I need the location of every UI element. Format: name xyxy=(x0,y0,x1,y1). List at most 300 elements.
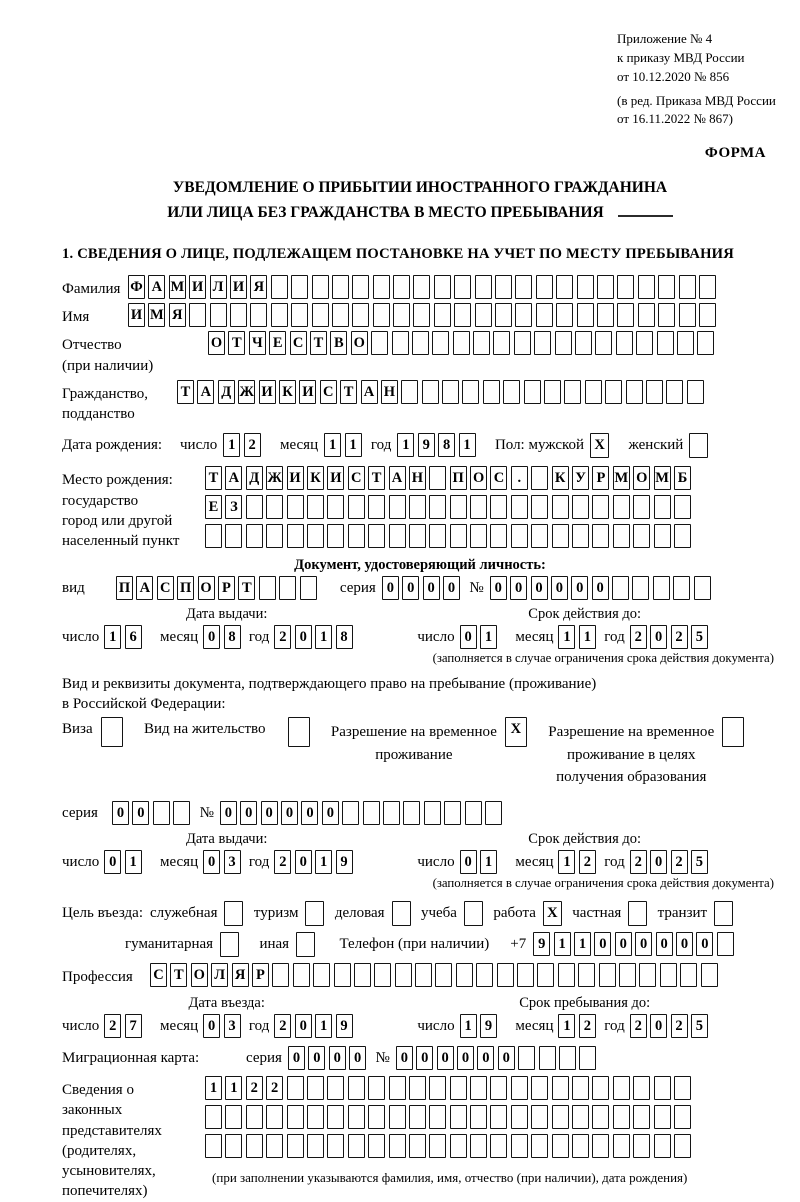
identity-issue-month-cell[interactable]: 8 xyxy=(224,625,241,649)
citizenship-cell[interactable]: Н xyxy=(381,380,398,404)
birth-place-cell[interactable] xyxy=(246,495,263,519)
representatives-cell[interactable] xyxy=(531,1076,548,1100)
citizenship-cell[interactable] xyxy=(442,380,459,404)
profession-cell[interactable] xyxy=(537,963,554,987)
stay-day-cell[interactable]: 1 xyxy=(460,1014,477,1038)
birth-place-cell[interactable] xyxy=(287,524,304,548)
profession-cell[interactable] xyxy=(293,963,310,987)
representatives-cell[interactable]: 1 xyxy=(205,1076,222,1100)
migration-number-cell[interactable] xyxy=(518,1046,535,1070)
patronymic-cell[interactable] xyxy=(493,331,510,355)
purpose-work-checkbox[interactable]: X xyxy=(543,901,562,926)
profession-cell[interactable] xyxy=(456,963,473,987)
doc-series-cell[interactable]: 0 xyxy=(423,576,440,600)
representatives-cell[interactable] xyxy=(409,1134,426,1158)
firstname-cell[interactable] xyxy=(454,303,471,327)
citizenship-cell[interactable]: Т xyxy=(177,380,194,404)
profession-cell[interactable] xyxy=(660,963,677,987)
residence-number-cell[interactable] xyxy=(465,801,482,825)
surname-cell[interactable]: А xyxy=(148,275,165,299)
purpose-business-checkbox[interactable] xyxy=(224,901,243,926)
doc-type-cell[interactable] xyxy=(259,576,276,600)
phone-digit-cell[interactable]: 0 xyxy=(696,932,713,956)
migration-series-cell[interactable]: 0 xyxy=(308,1046,325,1070)
migration-number-cell[interactable]: 0 xyxy=(396,1046,413,1070)
birth-place-cell[interactable] xyxy=(307,495,324,519)
citizenship-cell[interactable] xyxy=(422,380,439,404)
birth-year-cell[interactable]: 1 xyxy=(397,433,414,457)
phone-digit-cell[interactable]: 1 xyxy=(554,932,571,956)
citizenship-cell[interactable]: К xyxy=(279,380,296,404)
firstname-cell[interactable] xyxy=(352,303,369,327)
firstname-cell[interactable] xyxy=(617,303,634,327)
firstname-cell[interactable] xyxy=(556,303,573,327)
patronymic-cell[interactable] xyxy=(453,331,470,355)
surname-cell[interactable] xyxy=(638,275,655,299)
representatives-cell[interactable] xyxy=(205,1134,222,1158)
birth-place-cell[interactable] xyxy=(531,466,548,490)
surname-cell[interactable]: И xyxy=(230,275,247,299)
residence-valid-year-cell[interactable]: 2 xyxy=(630,850,647,874)
identity-valid-year-cell[interactable]: 2 xyxy=(630,625,647,649)
representatives-cell[interactable] xyxy=(592,1076,609,1100)
representatives-cell[interactable] xyxy=(246,1105,263,1129)
birth-place-cell[interactable]: А xyxy=(389,466,406,490)
purpose-transit-checkbox[interactable] xyxy=(714,901,733,926)
identity-valid-year-cell[interactable]: 2 xyxy=(671,625,688,649)
patronymic-cell[interactable] xyxy=(677,331,694,355)
doc-number-cell[interactable]: 0 xyxy=(531,576,548,600)
surname-cell[interactable] xyxy=(434,275,451,299)
birth-place-cell[interactable]: И xyxy=(287,466,304,490)
citizenship-cell[interactable] xyxy=(544,380,561,404)
residence-number-cell[interactable]: 0 xyxy=(261,801,278,825)
profession-cell[interactable] xyxy=(578,963,595,987)
phone-digit-cell[interactable] xyxy=(717,932,734,956)
birth-month-cell[interactable]: 1 xyxy=(345,433,362,457)
firstname-cell[interactable] xyxy=(271,303,288,327)
surname-cell[interactable] xyxy=(454,275,471,299)
representatives-cell[interactable] xyxy=(266,1105,283,1129)
purpose-humanitarian-checkbox[interactable] xyxy=(220,932,239,957)
firstname-cell[interactable] xyxy=(189,303,206,327)
doc-number-cell[interactable]: 0 xyxy=(490,576,507,600)
migration-number-cell[interactable]: 0 xyxy=(416,1046,433,1070)
representatives-cell[interactable] xyxy=(592,1134,609,1158)
birth-place-cell[interactable] xyxy=(450,495,467,519)
residence-number-cell[interactable]: 0 xyxy=(322,801,339,825)
surname-cell[interactable] xyxy=(475,275,492,299)
citizenship-cell[interactable]: А xyxy=(361,380,378,404)
birth-place-cell[interactable] xyxy=(633,495,650,519)
patronymic-cell[interactable] xyxy=(636,331,653,355)
firstname-cell[interactable]: М xyxy=(148,303,165,327)
birth-year-cell[interactable]: 9 xyxy=(418,433,435,457)
citizenship-cell[interactable]: И xyxy=(259,380,276,404)
surname-cell[interactable] xyxy=(291,275,308,299)
male-checkbox[interactable]: X xyxy=(590,433,609,458)
surname-cell[interactable] xyxy=(515,275,532,299)
representatives-cell[interactable] xyxy=(450,1105,467,1129)
representatives-cell[interactable] xyxy=(490,1105,507,1129)
doc-type-cell[interactable]: П xyxy=(116,576,133,600)
surname-cell[interactable] xyxy=(556,275,573,299)
identity-issue-year-cell[interactable]: 2 xyxy=(274,625,291,649)
birth-place-cell[interactable] xyxy=(225,524,242,548)
birth-place-cell[interactable]: С xyxy=(490,466,507,490)
patronymic-cell[interactable] xyxy=(412,331,429,355)
birth-place-cell[interactable] xyxy=(429,524,446,548)
purpose-study-checkbox[interactable] xyxy=(464,901,483,926)
firstname-cell[interactable] xyxy=(658,303,675,327)
birth-place-cell[interactable] xyxy=(409,524,426,548)
firstname-cell[interactable] xyxy=(413,303,430,327)
phone-digit-cell[interactable]: 0 xyxy=(656,932,673,956)
birth-place-cell[interactable]: Ж xyxy=(266,466,283,490)
representatives-cell[interactable] xyxy=(654,1076,671,1100)
residence-number-cell[interactable]: 0 xyxy=(240,801,257,825)
representatives-cell[interactable] xyxy=(654,1105,671,1129)
patronymic-cell[interactable] xyxy=(575,331,592,355)
birth-place-cell[interactable]: Н xyxy=(409,466,426,490)
representatives-cell[interactable] xyxy=(368,1134,385,1158)
residence-valid-month-cell[interactable]: 2 xyxy=(579,850,596,874)
doc-number-cell[interactable] xyxy=(612,576,629,600)
surname-cell[interactable] xyxy=(373,275,390,299)
birth-place-cell[interactable] xyxy=(572,524,589,548)
residence-valid-month-cell[interactable]: 1 xyxy=(558,850,575,874)
identity-issue-year-cell[interactable]: 8 xyxy=(336,625,353,649)
profession-cell[interactable] xyxy=(476,963,493,987)
birth-place-cell[interactable] xyxy=(490,524,507,548)
birth-place-cell[interactable] xyxy=(246,524,263,548)
doc-type-cell[interactable]: Т xyxy=(238,576,255,600)
representatives-cell[interactable] xyxy=(613,1076,630,1100)
phone-digit-cell[interactable]: 0 xyxy=(676,932,693,956)
representatives-cell[interactable] xyxy=(490,1134,507,1158)
firstname-cell[interactable] xyxy=(332,303,349,327)
residence-issue-year-cell[interactable]: 2 xyxy=(274,850,291,874)
patronymic-cell[interactable] xyxy=(616,331,633,355)
stay-year-cell[interactable]: 0 xyxy=(650,1014,667,1038)
purpose-private-checkbox[interactable] xyxy=(628,901,647,926)
surname-cell[interactable] xyxy=(536,275,553,299)
identity-issue-year-cell[interactable]: 0 xyxy=(295,625,312,649)
residence-number-cell[interactable] xyxy=(383,801,400,825)
residence-issue-month-cell[interactable]: 0 xyxy=(203,850,220,874)
migration-number-cell[interactable] xyxy=(579,1046,596,1070)
profession-cell[interactable] xyxy=(272,963,289,987)
residence-number-cell[interactable] xyxy=(424,801,441,825)
profession-cell[interactable] xyxy=(313,963,330,987)
profession-cell[interactable] xyxy=(334,963,351,987)
birth-place-cell[interactable] xyxy=(674,495,691,519)
residence-issue-day-cell[interactable]: 0 xyxy=(104,850,121,874)
birth-place-cell[interactable] xyxy=(470,495,487,519)
patronymic-cell[interactable]: Е xyxy=(269,331,286,355)
residence-number-cell[interactable] xyxy=(363,801,380,825)
profession-cell[interactable] xyxy=(395,963,412,987)
citizenship-cell[interactable]: И xyxy=(299,380,316,404)
migration-number-cell[interactable]: 0 xyxy=(457,1046,474,1070)
representatives-cell[interactable] xyxy=(348,1134,365,1158)
doc-series-cell[interactable]: 0 xyxy=(402,576,419,600)
birth-place-cell[interactable] xyxy=(613,495,630,519)
birth-place-cell[interactable]: Т xyxy=(368,466,385,490)
citizenship-cell[interactable] xyxy=(626,380,643,404)
representatives-cell[interactable] xyxy=(674,1105,691,1129)
surname-cell[interactable] xyxy=(617,275,634,299)
phone-digit-cell[interactable]: 0 xyxy=(594,932,611,956)
birth-place-cell[interactable]: М xyxy=(654,466,671,490)
firstname-cell[interactable] xyxy=(250,303,267,327)
residence-number-cell[interactable]: 0 xyxy=(281,801,298,825)
representatives-cell[interactable] xyxy=(613,1105,630,1129)
representatives-cell[interactable] xyxy=(572,1076,589,1100)
birth-place-cell[interactable] xyxy=(470,524,487,548)
birth-place-cell[interactable] xyxy=(552,524,569,548)
representatives-cell[interactable] xyxy=(389,1076,406,1100)
profession-cell[interactable]: Л xyxy=(211,963,228,987)
patronymic-cell[interactable] xyxy=(473,331,490,355)
doc-type-cell[interactable]: О xyxy=(198,576,215,600)
patronymic-cell[interactable]: В xyxy=(330,331,347,355)
representatives-cell[interactable] xyxy=(552,1134,569,1158)
birth-place-cell[interactable] xyxy=(348,524,365,548)
patronymic-cell[interactable]: О xyxy=(208,331,225,355)
birth-place-cell[interactable] xyxy=(389,495,406,519)
representatives-cell[interactable] xyxy=(552,1076,569,1100)
birth-place-cell[interactable] xyxy=(633,524,650,548)
firstname-cell[interactable] xyxy=(230,303,247,327)
entry-day-cell[interactable]: 7 xyxy=(125,1014,142,1038)
patronymic-cell[interactable] xyxy=(432,331,449,355)
birth-place-cell[interactable] xyxy=(266,524,283,548)
profession-cell[interactable] xyxy=(680,963,697,987)
residence-valid-day-cell[interactable]: 0 xyxy=(460,850,477,874)
identity-valid-year-cell[interactable]: 0 xyxy=(650,625,667,649)
birth-place-cell[interactable]: Р xyxy=(592,466,609,490)
birth-day-cell[interactable]: 2 xyxy=(244,433,261,457)
residence-issue-month-cell[interactable]: 3 xyxy=(224,850,241,874)
temp-permit-checkbox[interactable]: X xyxy=(505,717,527,747)
citizenship-cell[interactable] xyxy=(462,380,479,404)
residence-number-cell[interactable] xyxy=(342,801,359,825)
profession-cell[interactable]: Т xyxy=(170,963,187,987)
citizenship-cell[interactable] xyxy=(687,380,704,404)
phone-digit-cell[interactable]: 1 xyxy=(574,932,591,956)
citizenship-cell[interactable]: Ж xyxy=(238,380,255,404)
residence-series-cell[interactable]: 0 xyxy=(132,801,149,825)
representatives-cell[interactable] xyxy=(450,1076,467,1100)
identity-issue-day-cell[interactable]: 6 xyxy=(125,625,142,649)
birth-place-cell[interactable] xyxy=(348,495,365,519)
birth-place-cell[interactable]: У xyxy=(572,466,589,490)
patronymic-cell[interactable] xyxy=(657,331,674,355)
surname-cell[interactable] xyxy=(312,275,329,299)
representatives-cell[interactable] xyxy=(307,1076,324,1100)
residence-number-cell[interactable]: 0 xyxy=(301,801,318,825)
representatives-cell[interactable] xyxy=(409,1076,426,1100)
stay-month-cell[interactable]: 2 xyxy=(579,1014,596,1038)
identity-issue-year-cell[interactable]: 1 xyxy=(315,625,332,649)
identity-valid-day-cell[interactable]: 1 xyxy=(480,625,497,649)
representatives-cell[interactable] xyxy=(389,1134,406,1158)
birth-place-cell[interactable] xyxy=(654,524,671,548)
birth-place-cell[interactable] xyxy=(429,495,446,519)
firstname-cell[interactable] xyxy=(495,303,512,327)
representatives-cell[interactable] xyxy=(327,1105,344,1129)
doc-number-cell[interactable] xyxy=(653,576,670,600)
residence-number-cell[interactable] xyxy=(485,801,502,825)
firstname-cell[interactable] xyxy=(515,303,532,327)
doc-number-cell[interactable]: 0 xyxy=(551,576,568,600)
representatives-cell[interactable] xyxy=(287,1105,304,1129)
residence-number-cell[interactable] xyxy=(444,801,461,825)
citizenship-cell[interactable] xyxy=(401,380,418,404)
birth-place-cell[interactable]: С xyxy=(348,466,365,490)
patronymic-cell[interactable]: Ч xyxy=(249,331,266,355)
doc-type-cell[interactable] xyxy=(300,576,317,600)
purpose-tourism-checkbox[interactable] xyxy=(305,901,324,926)
patronymic-cell[interactable] xyxy=(371,331,388,355)
firstname-cell[interactable] xyxy=(475,303,492,327)
surname-cell[interactable] xyxy=(271,275,288,299)
surname-cell[interactable] xyxy=(577,275,594,299)
migration-series-cell[interactable]: 0 xyxy=(288,1046,305,1070)
entry-day-cell[interactable]: 2 xyxy=(104,1014,121,1038)
citizenship-cell[interactable] xyxy=(585,380,602,404)
representatives-cell[interactable] xyxy=(307,1105,324,1129)
surname-cell[interactable]: Л xyxy=(210,275,227,299)
firstname-cell[interactable]: И xyxy=(128,303,145,327)
representatives-cell[interactable] xyxy=(429,1105,446,1129)
representatives-cell[interactable] xyxy=(368,1105,385,1129)
profession-cell[interactable]: Р xyxy=(252,963,269,987)
profession-cell[interactable] xyxy=(415,963,432,987)
migration-number-cell[interactable] xyxy=(539,1046,556,1070)
identity-valid-day-cell[interactable]: 0 xyxy=(460,625,477,649)
birth-place-cell[interactable]: И xyxy=(327,466,344,490)
birth-place-cell[interactable] xyxy=(552,495,569,519)
profession-cell[interactable] xyxy=(639,963,656,987)
surname-cell[interactable] xyxy=(658,275,675,299)
profession-cell[interactable] xyxy=(354,963,371,987)
entry-month-cell[interactable]: 0 xyxy=(203,1014,220,1038)
representatives-cell[interactable] xyxy=(470,1134,487,1158)
purpose-commercial-checkbox[interactable] xyxy=(392,901,411,926)
entry-year-cell[interactable]: 1 xyxy=(315,1014,332,1038)
representatives-cell[interactable] xyxy=(613,1134,630,1158)
birth-place-cell[interactable] xyxy=(531,495,548,519)
identity-issue-month-cell[interactable]: 0 xyxy=(203,625,220,649)
female-checkbox[interactable] xyxy=(689,433,708,458)
representatives-cell[interactable] xyxy=(327,1076,344,1100)
citizenship-cell[interactable] xyxy=(666,380,683,404)
citizenship-cell[interactable]: Д xyxy=(218,380,235,404)
representatives-cell[interactable] xyxy=(654,1134,671,1158)
firstname-cell[interactable] xyxy=(434,303,451,327)
identity-issue-day-cell[interactable]: 1 xyxy=(104,625,121,649)
representatives-cell[interactable] xyxy=(531,1134,548,1158)
patronymic-cell[interactable] xyxy=(534,331,551,355)
birth-place-cell[interactable] xyxy=(287,495,304,519)
patronymic-cell[interactable] xyxy=(392,331,409,355)
representatives-cell[interactable] xyxy=(409,1105,426,1129)
birth-place-cell[interactable] xyxy=(368,524,385,548)
stay-month-cell[interactable]: 1 xyxy=(558,1014,575,1038)
representatives-cell[interactable] xyxy=(674,1134,691,1158)
phone-digit-cell[interactable]: 9 xyxy=(533,932,550,956)
citizenship-cell[interactable] xyxy=(503,380,520,404)
doc-type-cell[interactable]: С xyxy=(157,576,174,600)
citizenship-cell[interactable]: А xyxy=(197,380,214,404)
birth-place-cell[interactable]: А xyxy=(225,466,242,490)
birth-place-cell[interactable] xyxy=(654,495,671,519)
representatives-cell[interactable] xyxy=(470,1105,487,1129)
firstname-cell[interactable] xyxy=(373,303,390,327)
representatives-cell[interactable] xyxy=(511,1076,528,1100)
doc-number-cell[interactable] xyxy=(694,576,711,600)
edu-permit-checkbox[interactable] xyxy=(722,717,744,747)
patronymic-cell[interactable] xyxy=(514,331,531,355)
representatives-cell[interactable]: 2 xyxy=(266,1076,283,1100)
residence-series-cell[interactable] xyxy=(153,801,170,825)
representatives-cell[interactable] xyxy=(633,1134,650,1158)
firstname-cell[interactable] xyxy=(210,303,227,327)
surname-cell[interactable] xyxy=(597,275,614,299)
representatives-cell[interactable] xyxy=(572,1134,589,1158)
birth-day-cell[interactable]: 1 xyxy=(223,433,240,457)
doc-number-cell[interactable]: 0 xyxy=(592,576,609,600)
birth-place-cell[interactable]: К xyxy=(552,466,569,490)
citizenship-cell[interactable]: С xyxy=(320,380,337,404)
representatives-cell[interactable] xyxy=(552,1105,569,1129)
citizenship-cell[interactable] xyxy=(483,380,500,404)
birth-month-cell[interactable]: 1 xyxy=(324,433,341,457)
surname-cell[interactable] xyxy=(352,275,369,299)
surname-cell[interactable] xyxy=(393,275,410,299)
migration-number-cell[interactable] xyxy=(559,1046,576,1070)
representatives-cell[interactable] xyxy=(287,1076,304,1100)
patronymic-cell[interactable]: С xyxy=(290,331,307,355)
firstname-cell[interactable] xyxy=(291,303,308,327)
doc-number-cell[interactable] xyxy=(632,576,649,600)
residence-valid-day-cell[interactable]: 1 xyxy=(480,850,497,874)
birth-place-cell[interactable]: П xyxy=(450,466,467,490)
surname-cell[interactable] xyxy=(413,275,430,299)
identity-valid-month-cell[interactable]: 1 xyxy=(579,625,596,649)
firstname-cell[interactable] xyxy=(577,303,594,327)
profession-cell[interactable] xyxy=(517,963,534,987)
patronymic-cell[interactable] xyxy=(697,331,714,355)
firstname-cell[interactable] xyxy=(393,303,410,327)
doc-type-cell[interactable]: Р xyxy=(218,576,235,600)
birth-place-cell[interactable] xyxy=(490,495,507,519)
representatives-cell[interactable] xyxy=(307,1134,324,1158)
citizenship-cell[interactable]: Т xyxy=(340,380,357,404)
firstname-cell[interactable] xyxy=(699,303,716,327)
profession-cell[interactable] xyxy=(374,963,391,987)
birth-place-cell[interactable]: О xyxy=(470,466,487,490)
birth-place-cell[interactable] xyxy=(307,524,324,548)
citizenship-cell[interactable] xyxy=(646,380,663,404)
phone-digit-cell[interactable]: 0 xyxy=(635,932,652,956)
residence-valid-year-cell[interactable]: 2 xyxy=(671,850,688,874)
migration-series-cell[interactable]: 0 xyxy=(349,1046,366,1070)
migration-number-cell[interactable]: 0 xyxy=(437,1046,454,1070)
representatives-cell[interactable] xyxy=(429,1076,446,1100)
